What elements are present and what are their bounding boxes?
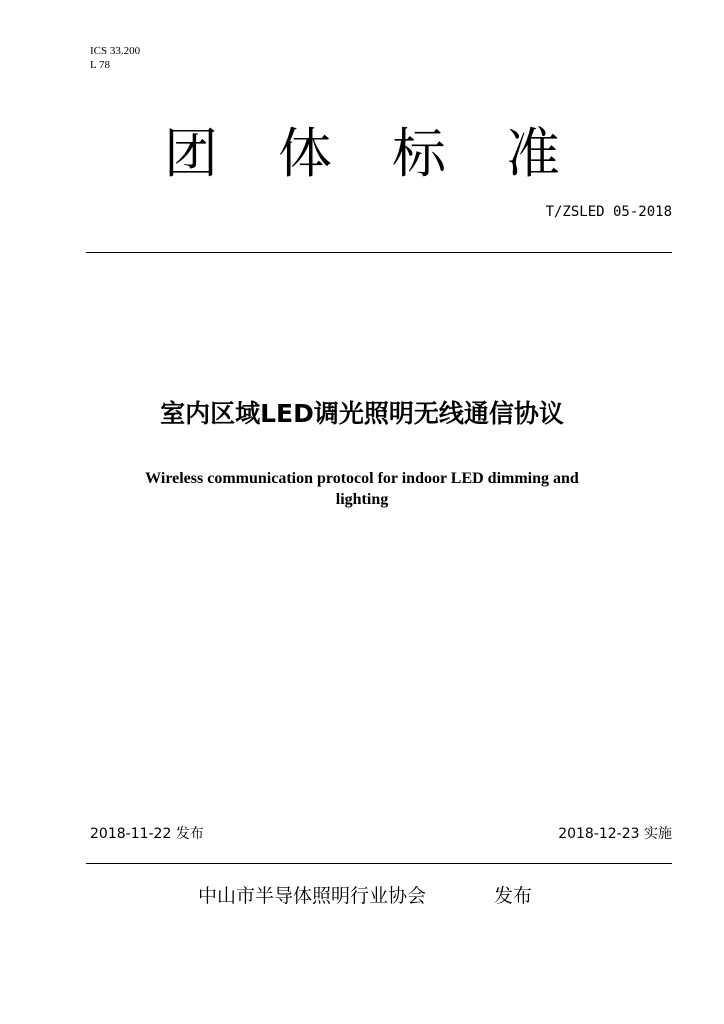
ccs-code: L 78 [90, 59, 111, 71]
bottom-divider [86, 863, 672, 864]
issuer-name: 中山市半导体照明行业协会 [198, 885, 427, 907]
ics-code: ICS 33.200 [90, 45, 141, 57]
document-title-en [120, 468, 604, 510]
document-title-en-line: Wireless communication protocol for indoor LED dimming and [145, 470, 579, 487]
standard-type-char: 标 [392, 122, 446, 185]
issuer-verb: 发布 [494, 885, 533, 907]
standard-type-char: 体 [278, 122, 332, 185]
top-divider [86, 252, 672, 253]
standard-type-char: 团 [164, 122, 218, 185]
publish-date: 2018-11-22 发布 [90, 826, 204, 842]
document-title-en-line: lighting [335, 491, 389, 508]
classification-codes [90, 44, 140, 72]
standard-type-char: 准 [506, 122, 560, 185]
implement-date: 2018-12-23 实施 [558, 826, 672, 842]
document-title-cn: 室内区域LED调光照明无线通信协议 [160, 399, 564, 428]
standard-type-heading [0, 114, 724, 194]
standard-number: T/ZSLED 05-2018 [545, 204, 672, 220]
